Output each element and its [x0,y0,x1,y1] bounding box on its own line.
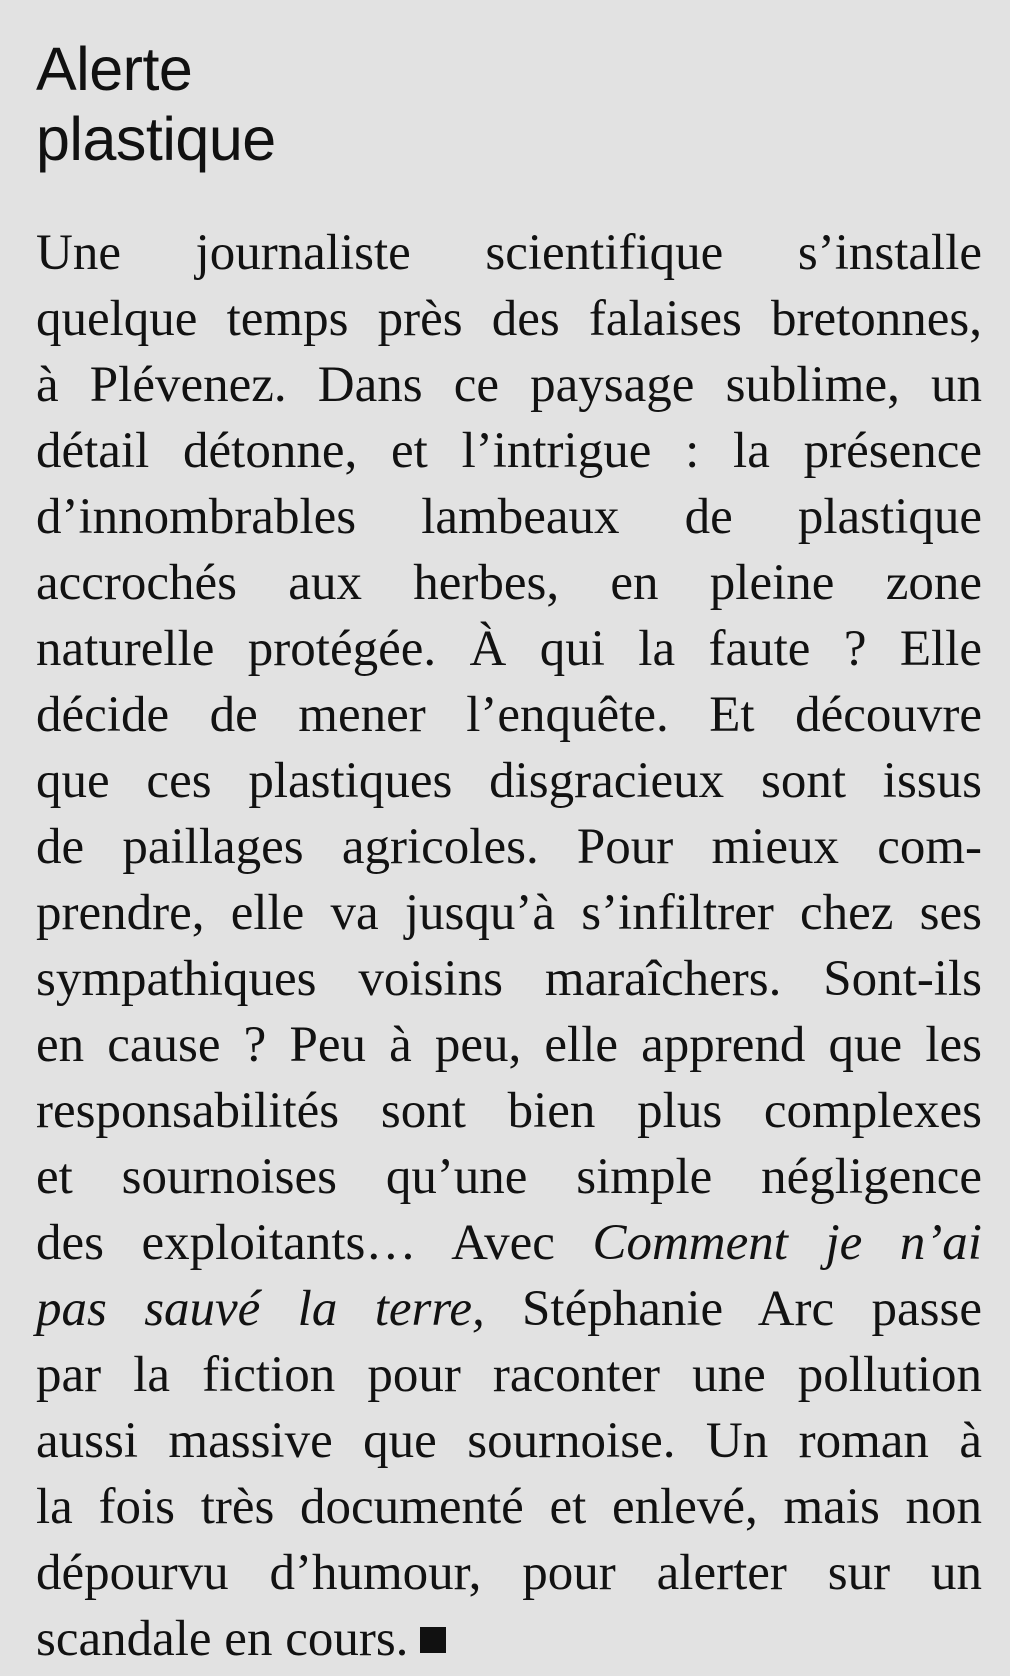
body-line: de paillages agricoles. Pour mieux com- [36,819,982,875]
body-line: et sournoises qu’une simple négligence [36,1149,982,1205]
body-line: sympathiques voisins maraîchers. Sont-ils [36,951,982,1007]
body-line: détail détonne, et l’intrigue : la présence [36,423,982,479]
body-line: aussi massive que sournoise. Un roman à [36,1413,982,1469]
body-line: la fois très documenté et enlevé, mais non [36,1479,982,1535]
body-line: d’innombrables lambeaux de plastique [36,489,982,545]
body-line: par la fiction pour raconter une pollution [36,1347,982,1403]
body-line: à Plévenez. Dans ce paysage sublime, un [36,357,982,413]
body-text: des exploitants… Avec [36,1215,593,1271]
body-line: naturelle protégée. À qui la faute ? Elle [36,621,982,677]
article-title [36,34,982,174]
body-line: que ces plastiques disgracieux sont issus [36,753,982,809]
body-line: décide de mener l’enquête. Et découvre [36,687,982,743]
body-line-last [36,1606,982,1672]
body-line: dépourvu d’humour, pour alerter sur un [36,1545,982,1601]
body-line: accrochés aux herbes, en pleine zone [36,555,982,611]
body-line: quelque temps près des falaises bretonnes, [36,291,982,347]
body-line: en cause ? Peu à peu, elle apprend que les [36,1017,982,1073]
title-line-2: plastique [36,105,276,173]
body-line: Une journaliste scientifique s’installe [36,225,982,281]
end-of-article-square-icon [420,1627,446,1653]
body-line: prendre, elle va jusqu’à s’infiltrer chez ses [36,885,982,941]
title-line-1: Alerte [36,35,193,103]
article-body [36,220,982,1672]
body-line [36,1210,982,1276]
body-text: Stéphanie Arc passe [484,1281,982,1337]
body-line [36,1276,982,1342]
body-line: responsabilités sont bien plus complexes [36,1083,982,1139]
book-title-italic: pas sauvé la terre, [36,1281,485,1337]
book-title-italic: Comment je n’ai [592,1215,982,1271]
body-text: scandale en cours. [36,1611,409,1667]
